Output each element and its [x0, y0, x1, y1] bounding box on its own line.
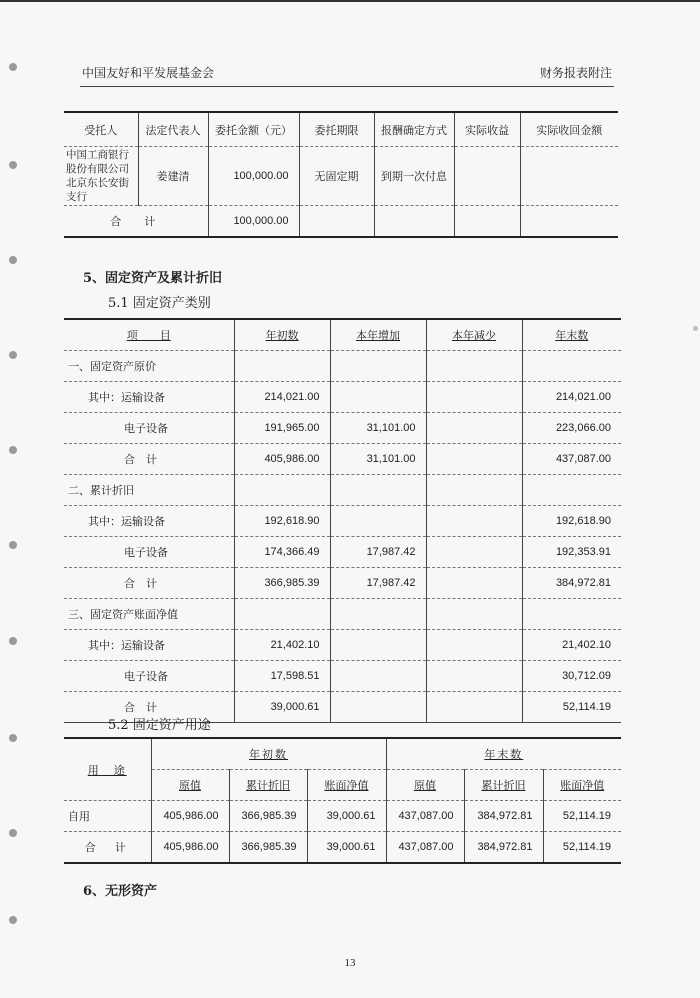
table-cell: 437,087.00: [386, 832, 464, 864]
col-header: 累计折旧: [229, 770, 307, 801]
page-number: 13: [344, 957, 356, 969]
table-cell: 21,402.10: [234, 630, 330, 661]
table-cell: [426, 413, 522, 444]
table-cell: [520, 147, 618, 206]
table-row: [64, 801, 621, 832]
table-cell: [330, 599, 426, 630]
col-header: 原值: [151, 770, 229, 801]
header-org: 中国友好和平发展基金会: [82, 66, 215, 80]
table-cell: 214,021.00: [234, 382, 330, 413]
row-label: 电子设备: [64, 537, 234, 568]
row-label: 其中：运输设备: [64, 506, 234, 537]
row-label: 二、累计折旧: [64, 475, 234, 506]
col-header: 账面净值: [543, 770, 621, 801]
use-header: 用 途: [64, 738, 151, 801]
binding-hole-icon: [9, 256, 17, 264]
table-cell: 100,000.00: [208, 147, 299, 206]
table-cell: 384,972.81: [464, 832, 543, 864]
table-cell: [426, 506, 522, 537]
col-header: 本年增加: [330, 319, 426, 351]
fixed-asset-usage-table: [64, 737, 621, 864]
row-label: 三、固定资产账面净值: [64, 599, 234, 630]
binding-hole-icon: [9, 446, 17, 454]
subtotal-row: [64, 444, 621, 475]
table-cell: 39,000.61: [307, 801, 386, 832]
table-cell: 405,986.00: [151, 801, 229, 832]
table-cell: [426, 475, 522, 506]
col-header: 年末数: [522, 319, 621, 351]
trustee-cell: 中国工商银行股份有限公司北京东长安街支行: [64, 147, 138, 206]
col-header: 实际收回金额: [520, 112, 618, 147]
col-header: 法定代表人: [138, 112, 208, 147]
table-cell: 姜建清: [138, 147, 208, 206]
total-row: [64, 206, 618, 238]
row-label: 其中：运输设备: [64, 630, 234, 661]
binding-hole-icon: [9, 161, 17, 169]
row-label: 电子设备: [64, 413, 234, 444]
table-cell: [330, 506, 426, 537]
table-cell: 366,985.39: [229, 801, 307, 832]
table-cell: [330, 661, 426, 692]
table-cell: [330, 692, 426, 723]
row-label: 电子设备: [64, 661, 234, 692]
row-label: 其中：运输设备: [64, 382, 234, 413]
table-cell: 437,087.00: [522, 444, 621, 475]
group-header-beginning: 年初数: [151, 738, 386, 770]
table-cell: [330, 630, 426, 661]
subtotal-row: [64, 568, 621, 599]
table-cell: 17,987.42: [330, 537, 426, 568]
table-cell: 31,101.00: [330, 413, 426, 444]
table-cell: 214,021.00: [522, 382, 621, 413]
table-cell: 52,114.19: [522, 692, 621, 723]
table-cell: 437,087.00: [386, 801, 464, 832]
col-header: 报酬确定方式: [374, 112, 454, 147]
table-header-row: [64, 112, 618, 147]
table-cell: [454, 147, 520, 206]
table-cell: 31,101.00: [330, 444, 426, 475]
table-row: [64, 475, 621, 506]
table-row: [64, 537, 621, 568]
table-cell: [426, 692, 522, 723]
section-title: 6、无形资产: [83, 884, 158, 899]
table-cell: 366,985.39: [229, 832, 307, 864]
row-label: 合 计: [64, 444, 234, 475]
binding-hole-icon: [9, 829, 17, 837]
table-cell: [522, 475, 621, 506]
subsection-title: 5.2 固定资产用途: [108, 718, 211, 733]
table-cell: 192,618.90: [522, 506, 621, 537]
table-cell: 223,066.00: [522, 413, 621, 444]
top-edge-line: [0, 0, 700, 2]
col-header: 委托金额（元）: [208, 112, 299, 147]
table-cell: 384,972.81: [522, 568, 621, 599]
section-title: 5、固定资产及累计折旧: [83, 271, 223, 286]
table-cell: [426, 351, 522, 382]
fixed-asset-category-table: [64, 318, 621, 723]
table-cell: [426, 568, 522, 599]
table-header-row: [64, 738, 621, 770]
table-cell: 17,598.51: [234, 661, 330, 692]
col-header: 本年减少: [426, 319, 522, 351]
table-row: [64, 351, 621, 382]
table-row: [64, 382, 621, 413]
total-row: [64, 832, 621, 864]
col-header: 实际收益: [454, 112, 520, 147]
table-cell: 191,965.00: [234, 413, 330, 444]
table-cell: [426, 382, 522, 413]
table-cell: [426, 444, 522, 475]
table-row: [64, 661, 621, 692]
total-label: 合 计: [64, 206, 208, 238]
table-row: [64, 506, 621, 537]
table-cell: 17,987.42: [330, 568, 426, 599]
table-cell: 366,985.39: [234, 568, 330, 599]
binding-hole-icon: [9, 63, 17, 71]
group-header-end: 年末数: [386, 738, 621, 770]
table-cell: 192,618.90: [234, 506, 330, 537]
table-cell: [330, 351, 426, 382]
table-cell: [426, 537, 522, 568]
table-row: [64, 413, 621, 444]
table-cell: 无固定期: [299, 147, 374, 206]
row-label: 自用: [64, 801, 151, 832]
table-cell: [426, 599, 522, 630]
col-header: 账面净值: [307, 770, 386, 801]
table-cell: [330, 475, 426, 506]
col-header: 年初数: [234, 319, 330, 351]
table-cell: [234, 351, 330, 382]
col-header: 项 目: [64, 319, 234, 351]
row-label: 合 计: [64, 832, 151, 864]
entrust-table: [64, 111, 618, 238]
table-cell: 174,366.49: [234, 537, 330, 568]
table-cell: 39,000.61: [234, 692, 330, 723]
margin-dot-icon: [693, 326, 698, 331]
row-label: 合 计: [64, 692, 234, 723]
table-row: [64, 599, 621, 630]
col-header: 委托期限: [299, 112, 374, 147]
table-cell: [426, 661, 522, 692]
table-cell: [426, 630, 522, 661]
binding-hole-icon: [9, 541, 17, 549]
table-cell: [522, 351, 621, 382]
table-cell: 192,353.91: [522, 537, 621, 568]
table-cell: 52,114.19: [543, 801, 621, 832]
table-row: [64, 630, 621, 661]
total-value: 100,000.00: [208, 206, 299, 238]
table-cell: 52,114.19: [543, 832, 621, 864]
table-cell: 39,000.61: [307, 832, 386, 864]
binding-hole-icon: [9, 637, 17, 645]
header-note: 财务报表附注: [539, 66, 612, 80]
header-rule: [80, 86, 614, 87]
table-cell: 405,986.00: [151, 832, 229, 864]
table-header-row: [64, 319, 621, 351]
table-cell: 到期一次付息: [374, 147, 454, 206]
table-cell: [234, 599, 330, 630]
col-header: 累计折旧: [464, 770, 543, 801]
table-cell: [234, 475, 330, 506]
table-cell: [522, 599, 621, 630]
table-cell: 30,712.09: [522, 661, 621, 692]
table-cell: [330, 382, 426, 413]
table-cell: 405,986.00: [234, 444, 330, 475]
binding-hole-icon: [9, 916, 17, 924]
subsection-title: 5.1 固定资产类别: [108, 296, 211, 311]
binding-hole-icon: [9, 351, 17, 359]
col-header: 受托人: [64, 112, 138, 147]
row-label: 一、固定资产原价: [64, 351, 234, 382]
table-cell: 21,402.10: [522, 630, 621, 661]
table-row: [64, 147, 618, 206]
row-label: 合 计: [64, 568, 234, 599]
table-cell: 384,972.81: [464, 801, 543, 832]
binding-hole-icon: [9, 734, 17, 742]
col-header: 原值: [386, 770, 464, 801]
